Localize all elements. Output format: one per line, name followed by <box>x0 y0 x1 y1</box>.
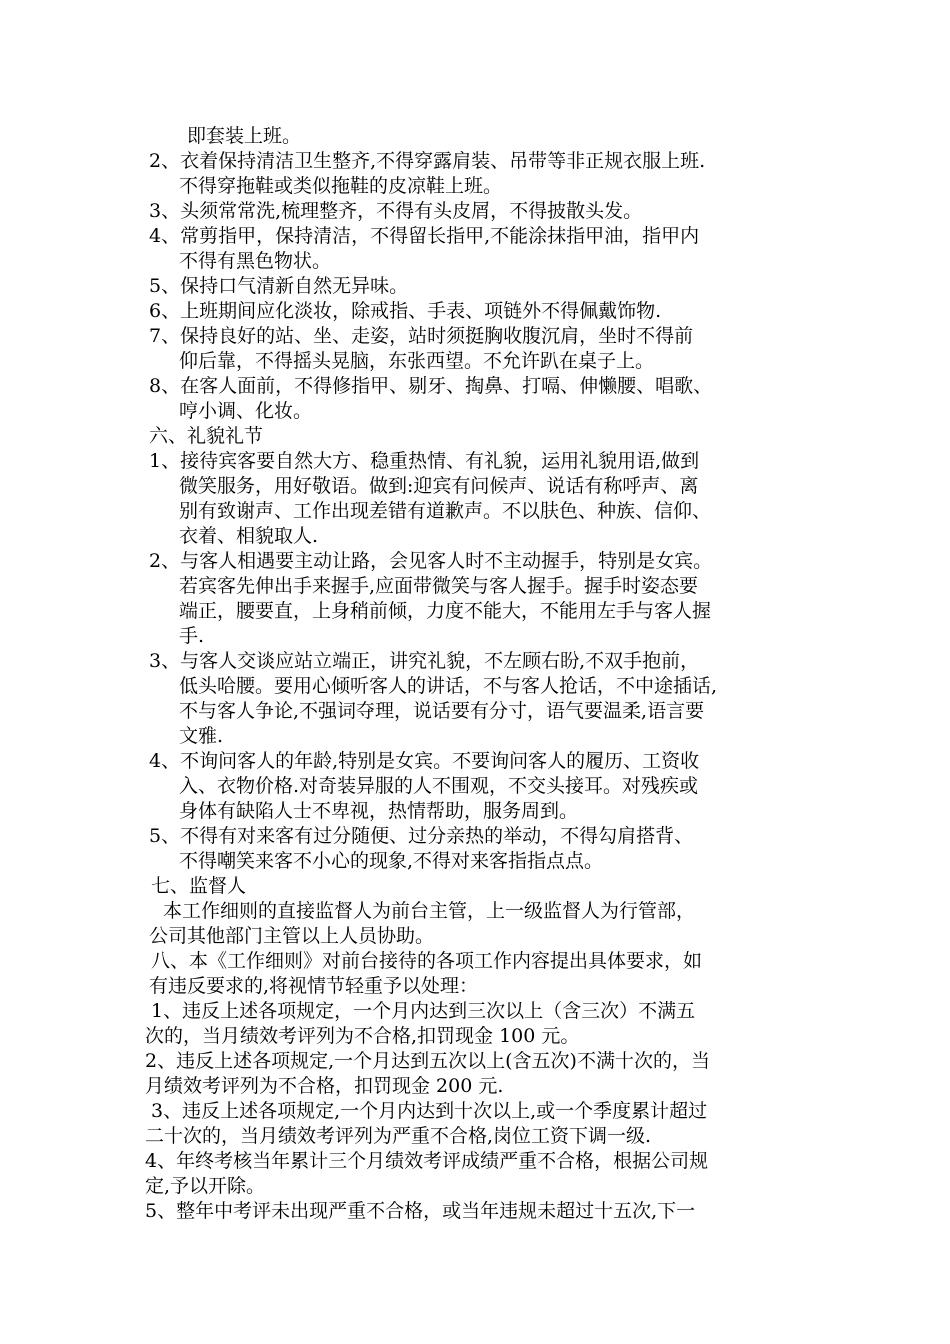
list-item: 3、与客人交谈应站立端正，讲究礼貌，不左顾右盼,不双手抱前， <box>149 650 700 672</box>
list-item: 4、年终考核当年累计三个月绩效考评成绩严重不合格，根据公司规 <box>145 1150 709 1172</box>
paragraph-line: 有违反要求的,将视情节轻重予以处理： <box>149 975 479 997</box>
list-item: 3、头须常常洗,梳理整齐，不得有头皮屑，不得披散头发。 <box>149 200 643 222</box>
text-line: 仰后靠，不得摇头晃脑，东张西望。不允许趴在桌子上。 <box>179 350 655 372</box>
list-item: 7、保持良好的站、坐、走姿，站时须挺胸收腹沉肩，坐时不得前 <box>149 325 694 347</box>
text-line: 不得穿拖鞋或类似拖鞋的皮凉鞋上班。 <box>179 175 503 197</box>
text-line: 文雅. <box>179 725 224 747</box>
paragraph-line: 公司其他部门主管以上人员协助。 <box>149 925 435 947</box>
text-line: 端正，腰要直，上身稍前倾，力度不能大，不能用左手与客人握 <box>179 600 712 622</box>
list-item: 2、衣着保持清洁卫生整齐,不得穿露肩装、吊带等非正规衣服上班. <box>149 150 706 172</box>
text-line: 低头哈腰。要用心倾听客人的讲话，不与客人抢话，不中途插话, <box>179 675 718 697</box>
text-line: 不与客人争论,不强词夺理，说话要有分寸，语气要温柔,语言要 <box>179 700 705 722</box>
list-item: 1、违反上述各项规定，一个月内达到三次以上（含三次）不满五 <box>151 1000 696 1022</box>
section-heading: 六、礼貌礼节 <box>149 425 264 447</box>
text-line: 即套装上班。 <box>187 125 302 147</box>
text-line: 微笑服务，用好敬语。做到:迎宾有问候声、说话有称呼声、离 <box>179 475 699 497</box>
paragraph-line: 月绩效考评列为不合格，扣罚现金 200 元. <box>145 1075 504 1097</box>
text-line: 手. <box>179 625 205 647</box>
section-heading: 八、本《工作细则》对前台接待的各项工作内容提出具体要求，如 <box>151 950 703 972</box>
list-item: 2、与客人相遇要主动让路，会见客人时不主动握手，特别是女宾。 <box>149 550 713 572</box>
text-line: 身体有缺陷人士不卑视，热情帮助，服务周到。 <box>179 800 579 822</box>
text-line: 别有致谢声、工作出现差错有道歉声。不以肤色、种族、信仰、 <box>179 500 712 522</box>
list-item: 4、常剪指甲，保持清洁，不得留长指甲,不能涂抹指甲油，指甲内 <box>149 225 700 247</box>
paragraph-line: 二十次的，当月绩效考评列为严重不合格,岗位工资下调一级. <box>145 1125 652 1147</box>
text-line: 若宾客先伸出手来握手,应面带微笑与客人握手。握手时姿态要 <box>179 575 699 597</box>
list-item: 3、违反上述各项规定,一个月内达到十次以上,或一个季度累计超过 <box>151 1100 708 1122</box>
paragraph-line: 定,予以开除。 <box>145 1175 266 1197</box>
text-line: 不得有黑色物状。 <box>179 250 332 272</box>
list-item: 6、上班期间应化淡妆，除戒指、手表、项链外不得佩戴饰物. <box>149 300 662 322</box>
paragraph-line: 本工作细则的直接监督人为前台主管，上一级监督人为行管部， <box>163 900 696 922</box>
list-item: 5、保持口气清新自然无异味。 <box>149 275 409 297</box>
list-item: 1、接待宾客要自然大方、稳重热情、有礼貌，运用礼貌用语,做到 <box>149 450 700 472</box>
list-item: 4、不询问客人的年龄,特别是女宾。不要询问客人的履历、工资收 <box>149 750 700 772</box>
list-item: 5、不得有对来客有过分随便、过分亲热的举动，不得勾肩搭背、 <box>149 825 694 847</box>
text-line: 衣着、相貌取人. <box>179 525 319 547</box>
text-line: 不得嘲笑来客不小心的现象,不得对来客指指点点。 <box>179 850 604 872</box>
list-item: 5、整年中考评未出现严重不合格，或当年违规未超过十五次,下一 <box>145 1200 696 1222</box>
paragraph-line: 次的，当月绩效考评列为不合格,扣罚现金 100 元。 <box>145 1025 580 1047</box>
list-item: 8、在客人面前，不得修指甲、剔牙、掏鼻、打嗝、伸懒腰、唱歌、 <box>149 375 713 397</box>
text-line: 哼小调、化妆。 <box>179 400 313 422</box>
text-line: 入、衣物价格.对奇装异服的人不围观，不交头接耳。对残疾或 <box>179 775 699 797</box>
section-heading: 七、监督人 <box>151 875 247 897</box>
list-item: 2、违反上述各项规定,一个月达到五次以上(含五次)不满十次的，当 <box>145 1050 710 1072</box>
